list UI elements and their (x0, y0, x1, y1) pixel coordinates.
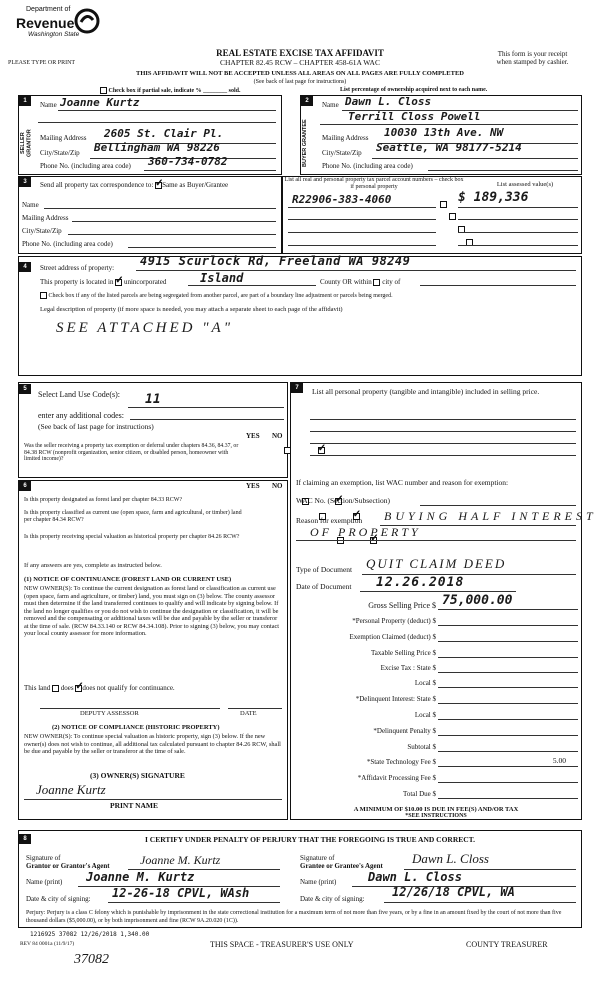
parcel-number[interactable]: R22906-383-4060 (292, 193, 392, 206)
buyer-address-label: Mailing Address (322, 134, 369, 142)
tech-fee-value: 5.00 (552, 756, 566, 765)
perjury-note: Perjury: Perjury is a class C felony which is punishable by imprisonment in the state correctional institution for a maximum term of not more than five years, or by a fine in an amount fixed by the court of not more than five thousand dollars ($5,000.00), or by both imprisonment and fine (RCW 9A.20.020 (1C)). (26, 910, 562, 924)
dept-name: Revenue (16, 15, 75, 31)
delinquent-interest-state-label: *Delinquent Interest: State $ (355, 695, 436, 703)
grantee-signature[interactable]: Dawn L. Closs (412, 851, 489, 866)
grantee-date-city[interactable]: 12/26/18 CPVL, WA (392, 885, 515, 899)
see-back: (See back of last page for instructions) (253, 79, 347, 85)
land-use-label: Select Land Use Code(s): (38, 390, 120, 399)
grantor-date-city[interactable]: 12-26-18 CPVL, WAsh (112, 886, 250, 900)
deputy-date: DATE (240, 710, 257, 717)
doc-date-label: Date of Document (296, 582, 352, 591)
claiming-label: If claiming an exemption, list WAC number and reason for exemption: (296, 478, 509, 487)
wac-label: WAC No. (Section/Subsection) (296, 496, 390, 505)
buyer-address[interactable]: 10030 13th Ave. NW (384, 126, 504, 139)
reason-label: Reason for exemption (296, 516, 363, 525)
delinquent-interest-local-label: Local $ (414, 711, 436, 719)
subtotal-label: Subtotal $ (407, 743, 436, 751)
personal-property-deduct-label: *Personal Property (deduct) $ (352, 617, 436, 625)
historic-question: Is this property receiving special valuation as historical property per chapter 84.26 RCW? (24, 534, 240, 540)
seller-phone-label: Phone No. (including area code) (40, 162, 131, 170)
buyer-name-1[interactable]: Dawn L. Closs (345, 95, 432, 108)
exemption-question: Was the seller receiving a property tax exemption or deferral under chapters 84.36, 84.37, or 84.38 RCW (nonprofit organization, senior citizen, or disabled person, homeowner with limited income)? (24, 443, 239, 463)
excise-state-label: Excise Tax : State $ (380, 664, 436, 672)
buyer-name-2[interactable]: Terrill Closs Powell (348, 110, 481, 123)
no-header: NO (272, 432, 283, 440)
section-6-num: 6 (19, 481, 31, 491)
parcel-personal-checkbox-1[interactable] (440, 201, 447, 208)
section-2-num: 2 (301, 96, 313, 106)
buyer-name-label: Name (322, 101, 339, 109)
segregated-row: Check box if any of the listed parcels are being segregated from another parcel, are part of a boundary line adjustment or parcels being merged. (40, 292, 580, 300)
buyer-side-label: BUYER GRANTEE (302, 119, 308, 167)
street-label: Street address of property: (40, 264, 115, 272)
deputy-assessor: DEPUTY ASSESSOR (80, 710, 139, 717)
section-3-num: 3 (19, 177, 31, 187)
ownership-note: List percentage of ownership acquired next to each name. (340, 87, 488, 93)
partial-sale-checkbox[interactable] (100, 87, 107, 94)
form-revision: REV 84 0001a (11/9/17) (20, 941, 75, 947)
total-due-label: Total Due $ (403, 790, 436, 798)
grantor-signature[interactable]: Joanne M. Kurtz (140, 853, 221, 867)
receipt-stamp: 1216925 37082 12/26/2018 1,340.00 (30, 931, 150, 938)
dept-state: Washington State (28, 31, 80, 38)
reason-line-1[interactable]: BUYING HALF INTEREST (384, 509, 597, 523)
grantor-name[interactable]: Joanne M. Kurtz (86, 870, 195, 884)
notice1-title: (1) NOTICE OF CONTINUANCE (FOREST LAND OR CURRENT USE) (24, 576, 232, 583)
section-6-box (18, 480, 288, 820)
segregated-checkbox[interactable] (40, 292, 47, 299)
section-1-num: 1 (19, 96, 31, 106)
current-use-question: Is this property classified as current use (open space, farm and agricultural, or timber) land per chapter 84.34 RCW? (24, 510, 242, 523)
street-address[interactable]: 4915 Scurlock Rd, Freeland WA 98249 (140, 254, 411, 268)
parcel-personal-checkbox-2[interactable] (449, 213, 456, 220)
seller-phone[interactable]: 360-734-0782 (148, 155, 228, 168)
sig-grantor-label-2: Grantor or Grantor's Agent (26, 862, 110, 870)
seller-name[interactable]: Joanne Kurtz (60, 96, 140, 109)
seller-name-label: Name (40, 101, 57, 109)
receipt-note: This form is your receipt when stamped by cashier. (496, 50, 569, 67)
gross-price-label: Gross Selling Price $ (368, 601, 436, 610)
excise-local-label: Local $ (414, 679, 436, 687)
yes-header-2: YES (246, 482, 260, 490)
doc-date[interactable]: 12.26.2018 (376, 575, 465, 590)
send-correspondence: Send all property tax correspondence to: ✓ Same as Buyer/Grantee (40, 181, 228, 189)
wa-seal-icon (74, 8, 100, 34)
corr-address-label: Mailing Address (22, 214, 69, 222)
additional-codes-label: enter any additional codes: (38, 411, 124, 420)
corr-name-label: Name (22, 201, 39, 209)
treasurer-space: THIS SPACE - TREASURER'S USE ONLY (210, 940, 354, 949)
revenue-logo (6, 6, 106, 48)
sig-grantee-label-1: Signature of (300, 854, 335, 862)
doc-type[interactable]: QUIT CLAIM DEED (366, 556, 507, 571)
section-4-num: 4 (19, 262, 31, 272)
owner-signature[interactable]: Joanne Kurtz (36, 782, 106, 797)
delinquent-penalty-label: *Delinquent Penalty $ (373, 727, 436, 735)
notice1-body: NEW OWNER(S): To continue the current designation as forest land or classification as current use (open space, farm and agriculture, or timber) land, you must sign on (3) below. The county assessor must then determine if the land transferred continues to qualify and will indicate by signing below. If the land no longer qualifies or you do not wish to continue the designation or classification, it will be removed and the compensating or additional taxes will be due and payable by the seller or transferor at the time of sale. (RCW 84.33.140 or RCW 84.34.108). Prior to signing (3) below, you may contact your local county assessor for more information. (24, 585, 280, 638)
section-5-num: 5 (19, 384, 31, 394)
does-checkbox[interactable] (52, 685, 59, 692)
no-header-2: NO (272, 482, 283, 490)
county-treasurer: COUNTY TREASURER (466, 940, 548, 949)
assessed-header: List assessed value(s) (496, 181, 554, 188)
reason-line-2[interactable]: OF PROPERTY (310, 525, 421, 539)
exemption-deduct-label: Exemption Claimed (deduct) $ (349, 633, 436, 641)
see-instructions: *SEE INSTRUCTIONS (405, 813, 467, 819)
personal-property-label: List all personal property (tangible and intangible) included in selling price. (312, 387, 540, 396)
owner-sig-label: (3) OWNER(S) SIGNATURE (90, 771, 185, 780)
instruction: If any answers are yes, complete as instructed below. (24, 562, 162, 569)
seller-address[interactable]: 2605 St. Clair Pl. (104, 127, 224, 140)
notice2-body: NEW OWNER(S): To continue special valuation as historic property, sign (3) below. If the new owner(s) does not wish to continue, all additional tax calculated pursuant to chapter 84.26 RCW, shall be due and payable by the seller or transferor at the time of sale. (24, 733, 281, 756)
grantor-date-label: Date & city of signing: (26, 895, 91, 903)
partial-sale: Check box if partial sale, indicate % ________ sold. (100, 87, 241, 95)
legal-description-label: Legal description of property (if more space is needed, you may attach a separate sheet to each page of the affidavit) (40, 306, 343, 313)
doc-type-label: Type of Document (296, 565, 353, 574)
print-name-label: PRINT NAME (110, 801, 158, 810)
yes-header: YES (246, 432, 260, 440)
print-note: PLEASE TYPE OR PRINT (8, 60, 76, 66)
certify-statement: I CERTIFY UNDER PENALTY OF PERJURY THAT THE FOREGOING IS TRUE AND CORRECT. (144, 835, 475, 844)
buyer-city-label: City/State/Zip (322, 149, 362, 157)
minimum-due: A MINIMUM OF $10.00 IS DUE IN FEE(S) AND/OR TAX (353, 806, 519, 813)
forest-question: Is this property designated as forest land per chapter 84.33 RCW? (24, 497, 183, 503)
buyer-phone-label: Phone No. (including area code) (322, 162, 413, 170)
form-chapter: CHAPTER 82.45 RCW – CHAPTER 458-61A WAC (220, 58, 380, 67)
grantee-name[interactable]: Dawn L. Closs (368, 870, 462, 884)
grantee-date-label: Date & city of signing: (300, 895, 365, 903)
tech-fee-label: *State Technology Fee $ (366, 758, 436, 766)
located-row: This property is located in ✓ unincorporated (40, 278, 166, 286)
sig-grantor-label-1: Signature of (26, 854, 61, 862)
within-city-checkbox[interactable] (373, 279, 380, 286)
unincorporated-checkbox[interactable] (115, 279, 122, 286)
section-7-num: 7 (291, 383, 303, 393)
corr-phone-label: Phone No. (including area code) (22, 240, 113, 248)
seller-side-label: SELLER GRANTOR (20, 129, 33, 157)
corr-city-label: City/State/Zip (22, 227, 62, 235)
dept-line1: Department of (26, 6, 71, 13)
this-land-row: This land does ✓ does not qualify for continuance. (24, 684, 175, 692)
same-as-buyer-checkbox[interactable] (155, 182, 162, 189)
county-row: County OR within city of (320, 278, 401, 286)
section-8-num: 8 (19, 834, 31, 844)
form-title: REAL ESTATE EXCISE TAX AFFIDAVIT (216, 48, 384, 58)
county-value[interactable]: Island (200, 271, 244, 285)
buyer-city[interactable]: Seattle, WA 98177-5214 (376, 141, 522, 154)
seller-city[interactable]: Bellingham WA 98226 (94, 141, 220, 154)
notice2-title: (2) NOTICE OF COMPLIANCE (HISTORIC PROPERTY) (52, 724, 220, 731)
grantee-name-label: Name (print) (300, 878, 337, 886)
grantor-name-label: Name (print) (26, 878, 63, 886)
warning: THIS AFFIDAVIT WILL NOT BE ACCEPTED UNLESS ALL AREAS ON ALL PAGES ARE FULLY COMPLETED (136, 70, 464, 77)
parcel-header: List all real and personal property tax parcel account numbers – check box if personal property (284, 177, 464, 190)
gross-price-value[interactable]: 75,000.00 (442, 593, 513, 608)
land-use-see-back: (See back of last page for instructions) (38, 422, 154, 431)
does-not-checkbox[interactable] (75, 685, 82, 692)
receipt-number: 37082 (74, 952, 109, 967)
seller-city-label: City/State/Zip (40, 149, 80, 157)
legal-description-value[interactable]: SEE ATTACHED "A" (56, 320, 233, 336)
assessed-value[interactable]: $ 189,336 (458, 190, 529, 205)
land-use-code[interactable]: 11 (145, 392, 161, 407)
affidavit-fee-label: *Affidavit Processing Fee $ (357, 774, 436, 782)
seller-address-label: Mailing Address (40, 134, 87, 142)
taxable-price-label: Taxable Selling Price $ (370, 649, 436, 657)
section-4-box (18, 256, 582, 376)
sig-grantee-label-2: Grantee or Grantee's Agent (300, 862, 383, 870)
